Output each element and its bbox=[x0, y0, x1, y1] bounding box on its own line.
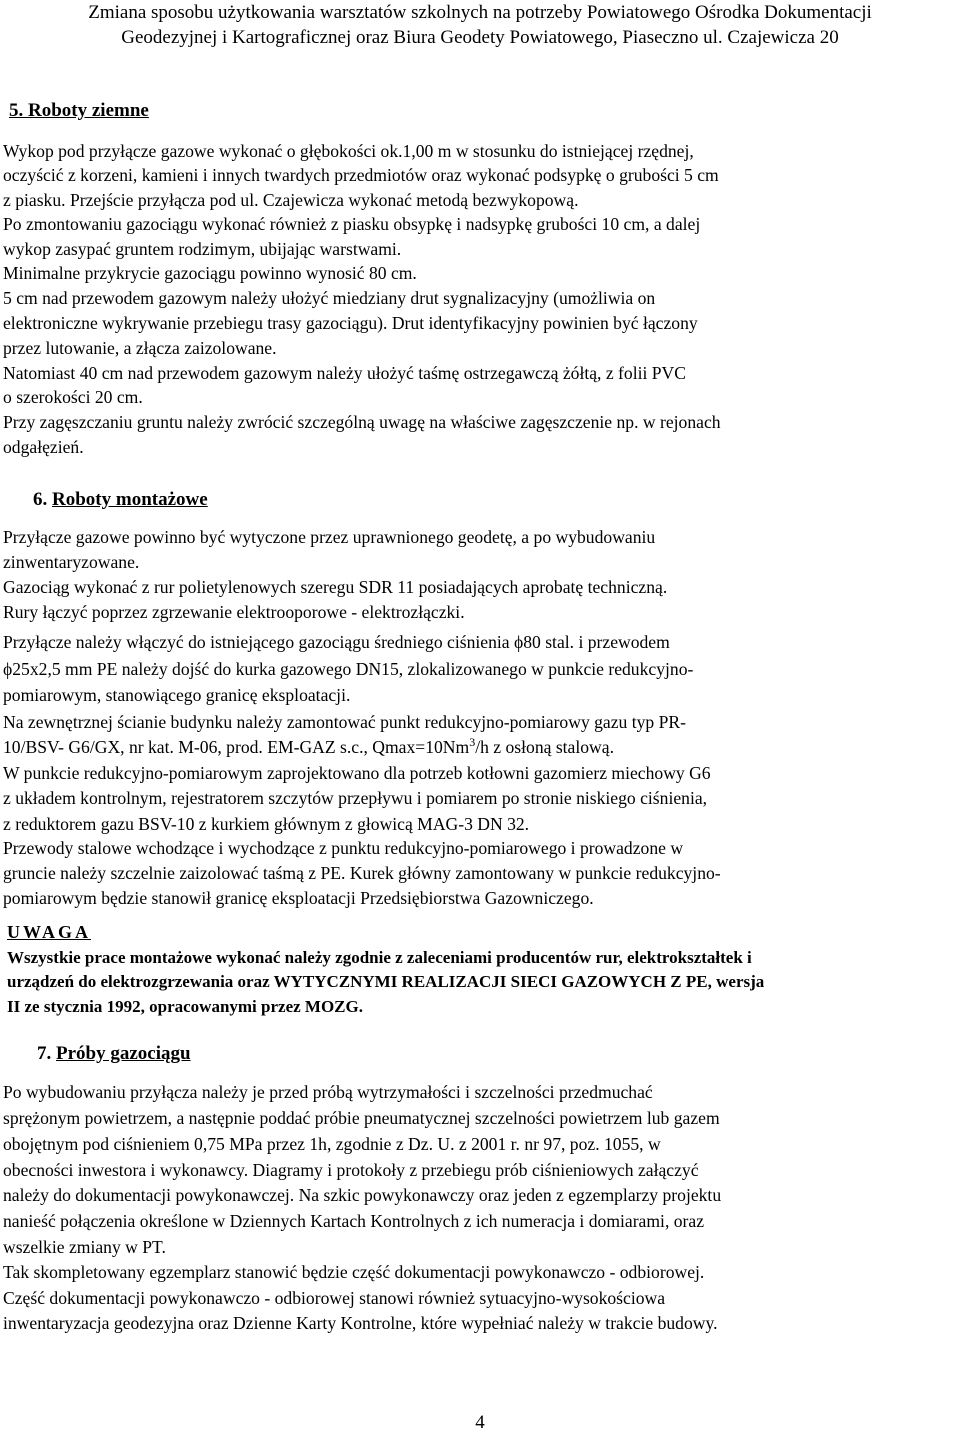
section-7-line: należy do dokumentacji powykonawczej. Na szkic powykonawczy oraz jeden z egzemplarzy projektu bbox=[3, 1185, 722, 1205]
section-6-line: Przyłącze należy włączyć do istniejącego gazociągu średniego ciśnienia ϕ80 stal. i przewodem bbox=[3, 632, 670, 652]
page-number: 4 bbox=[475, 1412, 485, 1433]
section-5-line: z piasku. Przejście przyłącza pod ul. Czajewicza wykonać metodą bezwykopową. bbox=[3, 190, 579, 210]
section-5-line: oczyścić z korzeni, kamieni i innych twardych przedmiotów oraz wykonać podsypkę o grubości 5 cm bbox=[3, 165, 719, 185]
header-line-2: Geodezyjnej i Kartograficznej oraz Biura Geodety Powiatowego, Piaseczno ul. Czajewicza 20 bbox=[121, 27, 839, 48]
section-6-line: z reduktorem gazu BSV-10 z kurkiem głównym z głowicą MAG-3 DN 32. bbox=[3, 814, 530, 834]
section-5-line: wykop zasypać gruntem rodzimym, ubijając warstwami. bbox=[3, 239, 402, 259]
section-6-heading bbox=[33, 488, 208, 512]
section-6-line: Przewody stalowe wchodzące i wychodzące z punktu redukcyjno-pomiarowego i prowadzone w bbox=[3, 838, 684, 858]
section-7-line: wszelkie zmiany w PT. bbox=[3, 1237, 166, 1257]
section-7-line: obojętnym pod ciśnieniem 0,75 MPa przez 1h, zgodnie z Dz. U. z 2001 r. nr 97, poz. 1055, w bbox=[3, 1134, 661, 1154]
section-6-number: 6. bbox=[33, 489, 48, 510]
section-6-line: Przyłącze gazowe powinno być wytyczone przez uprawnionego geodetę, a po wybudowaniu bbox=[3, 527, 656, 547]
section-5-line: przez lutowanie, a złącza zaizolowane. bbox=[3, 338, 277, 358]
section-7-line: obecności inwestora i wykonawcy. Diagramy i protokoły z przebiegu prób ciśnieniowych załączyć bbox=[3, 1160, 699, 1180]
section-5-title: 5. Roboty ziemne bbox=[9, 100, 149, 121]
page-header bbox=[0, 0, 960, 50]
section-7-heading bbox=[37, 1042, 191, 1066]
section-7-line: sprężonym powietrzem, a następnie poddać próbie pneumatycznej szczelności powietrzem lub gazem bbox=[3, 1108, 720, 1128]
section-5-line: Wykop pod przyłącze gazowe wykonać o głębokości ok.1,00 m w stosunku do istniejącej rzędnej, bbox=[3, 141, 694, 161]
section-6-line: z układem kontrolnym, rejestratorem szczytów przepływu i pomiarem po stronie niskiego ciśnienia, bbox=[3, 788, 708, 808]
section-6-line: W punkcie redukcyjno-pomiarowym zaprojektowano dla potrzeb kotłowni gazomierz miechowy G6 bbox=[3, 763, 711, 783]
section-5-heading bbox=[9, 99, 149, 123]
qmax-superscript: 3 bbox=[469, 735, 476, 749]
section-7-line: Tak skompletowany egzemplarz stanowić będzie część dokumentacji powykonawczo - odbiorowej. bbox=[3, 1262, 705, 1282]
section-5-line: 5 cm nad przewodem gazowym należy ułożyć miedziany drut sygnalizacyjny (umożliwia on bbox=[3, 288, 656, 308]
section-6-line: pomiarowym będzie stanowił granicę eksploatacji Przedsiębiorstwa Gazowniczego. bbox=[3, 888, 594, 908]
section-7-line: nanieść połączenia określone w Dziennych Kartach Kontrolnych z ich numeracja i domiarami, oraz bbox=[3, 1211, 705, 1231]
section-5-line: Po zmontowaniu gazociągu wykonać również z piasku obsypkę i nadsypkę grubości 10 cm, a dalej bbox=[3, 214, 701, 234]
header-line-1: Zmiana sposobu użytkowania warsztatów szkolnych na potrzeby Powiatowego Ośrodka Dokumentacji bbox=[88, 2, 872, 23]
qmax-text-end: /h z osłoną stalową. bbox=[475, 737, 614, 757]
section-5-line: Przy zagęszczaniu gruntu należy zwrócić szczególną uwagę na właściwe zagęszczenie np. w rejonach bbox=[3, 412, 721, 432]
uwaga-line: Wszystkie prace montażowe wykonać należy zgodnie z zaleceniami producentów rur, elektrokształtek i bbox=[7, 948, 752, 967]
section-5-line: o szerokości 20 cm. bbox=[3, 387, 143, 407]
section-6-line: pomiarowym, stanowiącego granicę eksploatacji. bbox=[3, 685, 351, 705]
section-7-line: Część dokumentacji powykonawczo - odbiorowej stanowi również sytuacyjno-wysokościowa bbox=[3, 1288, 666, 1308]
uwaga-line: urządzeń do elektrozgrzewania oraz WYTYCZNYMI REALIZACJI SIECI GAZOWYCH Z PE, wersja bbox=[7, 972, 765, 991]
uwaga-title: UWAGA bbox=[7, 922, 92, 942]
section-6-title: Roboty montażowe bbox=[52, 489, 208, 510]
section-6-line: zinwentaryzowane. bbox=[3, 552, 140, 572]
section-6-line: Na zewnętrznej ścianie budynku należy zamontować punkt redukcyjno-pomiarowy gazu typ PR- bbox=[3, 712, 687, 732]
section-5-line: elektroniczne wykrywanie przebiegu trasy gazociągu). Drut identyfikacyjny powinien być łączony bbox=[3, 313, 698, 333]
section-6-line: ϕ25x2,5 mm PE należy dojść do kurka gazowego DN15, zlokalizowanego w punkcie redukcyjno- bbox=[3, 659, 694, 679]
section-6-qmax-line bbox=[3, 735, 614, 760]
section-6-line: Rury łączyć poprzez zgrzewanie elektrooporowe - elektrozłączki. bbox=[3, 602, 465, 622]
section-6-line: Gazociąg wykonać z rur polietylenowych szeregu SDR 11 posiadających aprobatę techniczną. bbox=[3, 577, 668, 597]
section-5-line: Minimalne przykrycie gazociągu powinno wynosić 80 cm. bbox=[3, 263, 417, 283]
qmax-text: 10/BSV- G6/GX, nr kat. M-06, prod. EM-GAZ s.c., Qmax=10Nm bbox=[3, 737, 470, 757]
section-7-line: inwentaryzacja geodezyjna oraz Dzienne Karty Kontrolne, które wypełniać należy w trakcie budowy. bbox=[3, 1313, 718, 1333]
section-5-line: Natomiast 40 cm nad przewodem gazowym należy ułożyć taśmę ostrzegawczą żółtą, z folii PVC bbox=[3, 363, 686, 383]
section-7-line: Po wybudowaniu przyłącza należy je przed próbą wytrzymałości i szczelności przedmuchać bbox=[3, 1082, 653, 1102]
section-6-line: gruncie należy szczelnie zaizolować taśmą z PE. Kurek główny zamontowany w punkcie redukcyjno- bbox=[3, 863, 721, 883]
section-5-line: odgałęzień. bbox=[3, 437, 84, 457]
section-7-title: Próby gazociągu bbox=[56, 1043, 191, 1064]
section-7-number: 7. bbox=[37, 1043, 52, 1064]
uwaga-line: II ze stycznia 1992, opracowanymi przez MOZG. bbox=[7, 997, 363, 1016]
